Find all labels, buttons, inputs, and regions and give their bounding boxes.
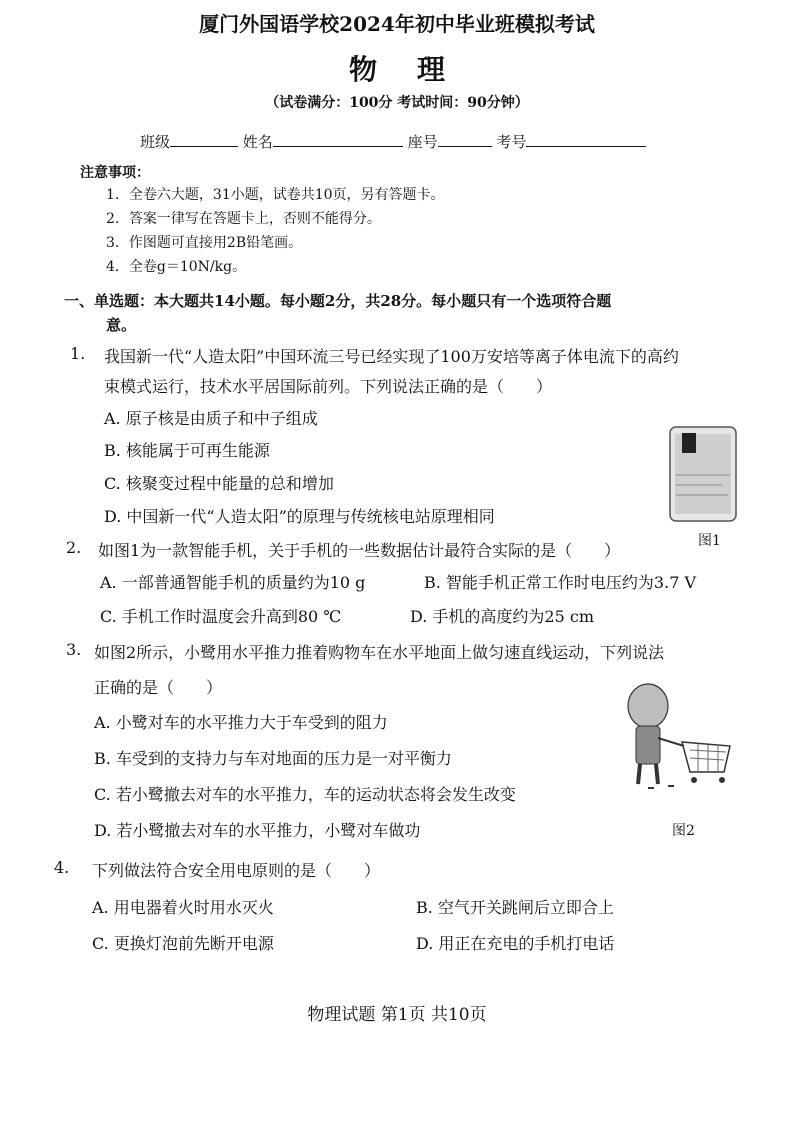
exam-no-label: 考号: [496, 133, 527, 151]
notice-item: 3．作图题可直接用2B铅笔画。: [106, 235, 303, 251]
figure-1-phone-image: [662, 425, 740, 525]
question-text: 我国新一代“人造太阳”中国环流三号已经实现了100万安培等离子体电流下的高约: [104, 347, 679, 366]
question-text: 下列做法符合安全用电原则的是（ ）: [92, 861, 381, 880]
option: D. 用正在充电的手机打电话: [416, 934, 615, 953]
question-text: 如图2所示，小鹭用水平推力推着购物车在水平地面上做匀速直线运动，下列说法: [94, 643, 665, 662]
question-number: 2.: [66, 538, 82, 557]
option: D. 手机的高度约为25 cm: [410, 607, 595, 626]
question-number: 1.: [70, 344, 86, 363]
question-text: 正确的是（ ）: [94, 678, 223, 697]
subject-title: 物理: [348, 53, 485, 86]
option: D. 中国新一代“人造太阳”的原理与传统核电站原理相同: [104, 507, 495, 526]
notice-item: 1．全卷六大题，31小题，试卷共10页，另有答题卡。: [106, 187, 445, 203]
question-number: 4.: [54, 858, 70, 877]
option: A. 小鹭对车的水平推力大于车受到的阻力: [94, 713, 388, 732]
option: C. 手机工作时温度会升高到80 ℃: [100, 607, 342, 626]
option: C. 更换灯泡前先断开电源: [92, 934, 274, 953]
notice-item: 4．全卷g＝10N/kg。: [106, 259, 247, 275]
notice-item: 2．答案一律写在答题卡上，否则不能得分。: [106, 211, 381, 227]
class-blank: [170, 130, 238, 147]
option: B. 空气开关跳闸后立即合上: [416, 898, 614, 917]
option: B. 智能手机正常工作时电压约为3.7 V: [424, 573, 697, 592]
option: B. 核能属于可再生能源: [104, 441, 270, 460]
name-blank: [273, 130, 403, 147]
exam-meta: （试卷满分：100分 考试时间：90分钟）: [265, 95, 529, 111]
option: B. 车受到的支持力与车对地面的压力是一对平衡力: [94, 749, 452, 768]
question-number: 3.: [66, 640, 82, 659]
seat-blank: [438, 130, 492, 147]
exam-no-blank: [526, 130, 646, 147]
option: A. 原子核是由质子和中子组成: [104, 409, 318, 428]
question-text: 束模式运行，技术水平居国际前列。下列说法正确的是（ ）: [104, 377, 553, 396]
question-text: 如图1为一款智能手机，关于手机的一些数据估计最符合实际的是（ ）: [98, 541, 621, 560]
section-heading-cont: 意。: [106, 316, 137, 334]
page-footer: 物理试题 第1页 共10页: [307, 1005, 487, 1025]
school-title: 厦门外国语学校2024年初中毕业班模拟考试: [199, 12, 595, 36]
section-heading: 一、单选题：本大题共14小题。每小题2分，共28分。每小题只有一个选项符合题: [64, 292, 612, 310]
student-info-line: [140, 130, 646, 152]
class-label: 班级: [140, 133, 171, 151]
seat-label: 座号: [407, 133, 438, 151]
notice-title: 注意事项：: [80, 165, 150, 181]
figure-2-cart-image: [618, 680, 738, 800]
option: D. 若小鹭撤去对车的水平推力，小鹭对车做功: [94, 821, 421, 840]
figure-1-caption: 图1: [698, 533, 721, 549]
option: C. 若小鹭撤去对车的水平推力，车的运动状态将会发生改变: [94, 785, 516, 804]
name-label: 姓名: [242, 133, 273, 151]
figure-2-caption: 图2: [672, 823, 695, 839]
option: A. 一部普通智能手机的质量约为10 g: [100, 573, 366, 592]
option: A. 用电器着火时用水灭火: [92, 898, 274, 917]
option: C. 核聚变过程中能量的总和增加: [104, 474, 334, 493]
